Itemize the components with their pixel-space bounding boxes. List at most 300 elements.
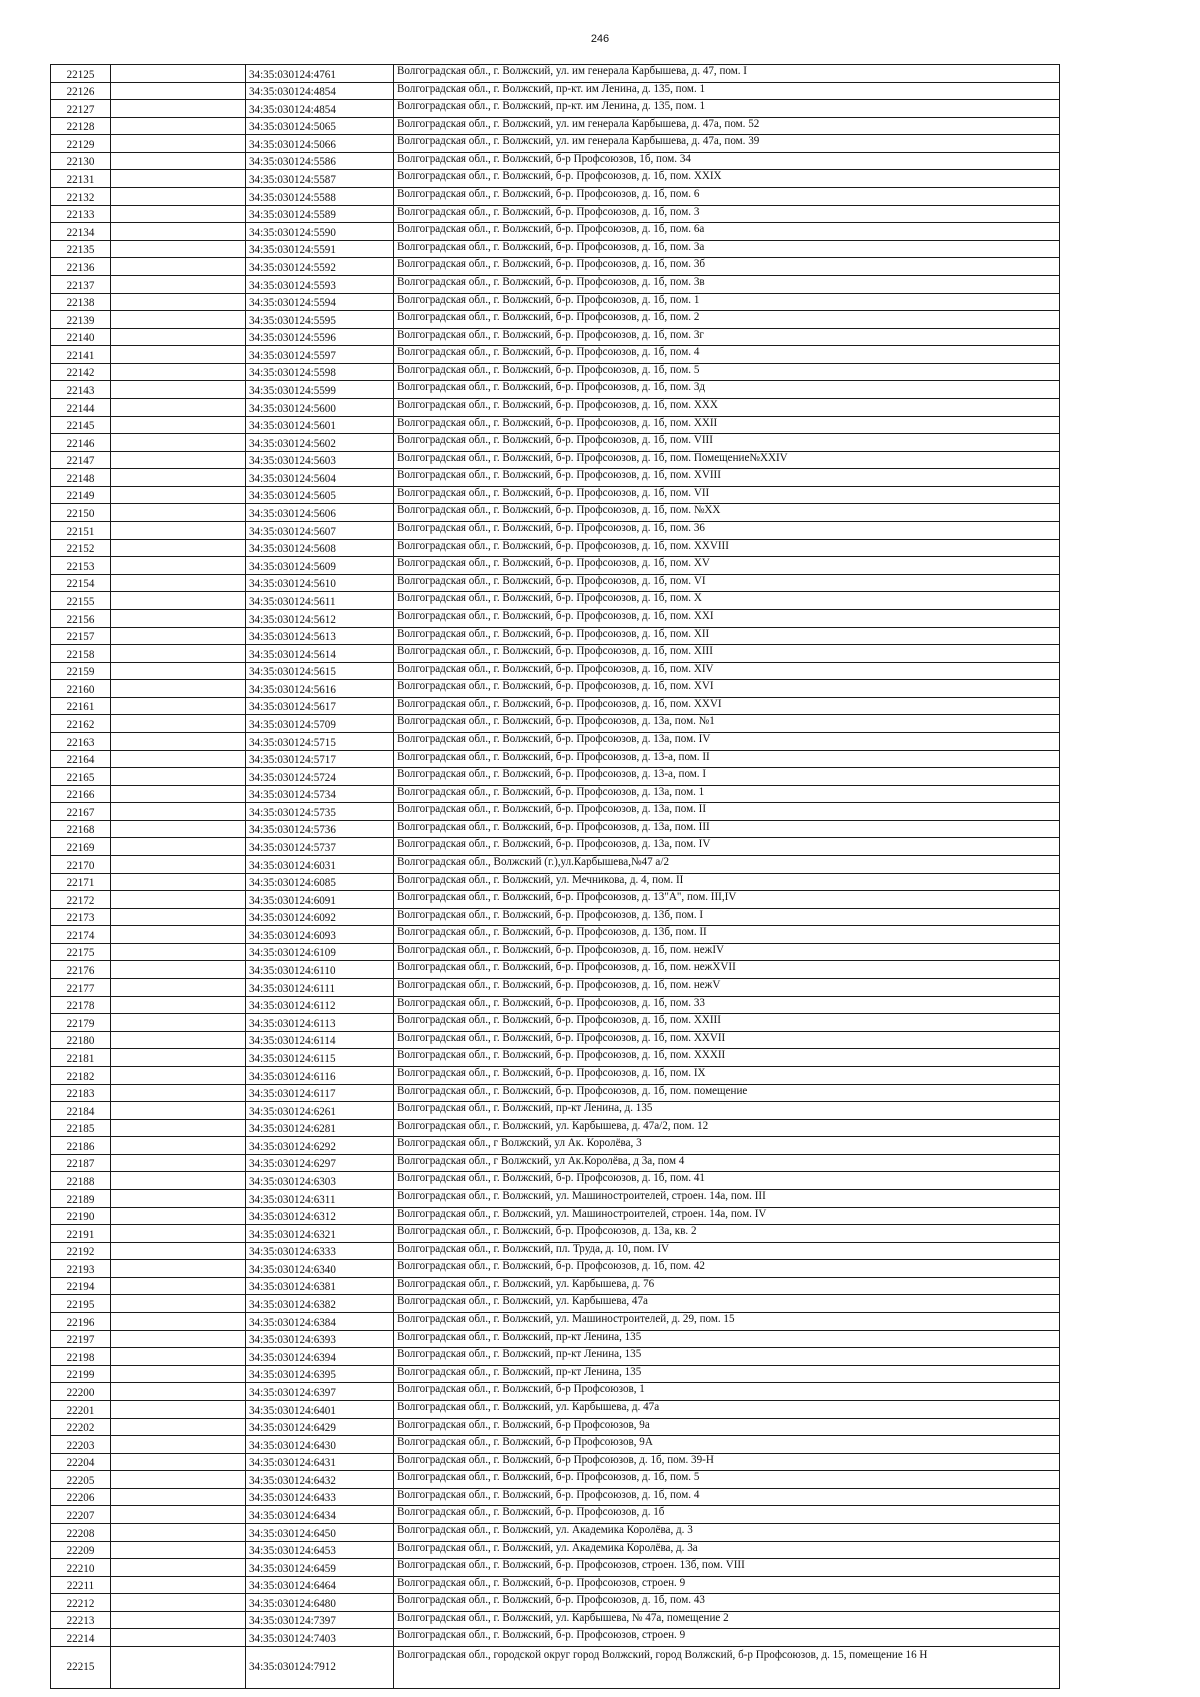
table-row	[51, 1506, 1060, 1524]
address: Волгоградская обл., г. Волжский, б-р Профсоюзов, д. 1б, пом. 39-Н	[394, 1453, 1060, 1471]
row-number: 22132	[51, 188, 111, 206]
table-row	[51, 170, 1060, 188]
empty-cell	[111, 416, 246, 434]
address: Волгоградская обл., г. Волжский, б-р. Профсоюзов, д. 1б, пом. XXVI	[394, 697, 1060, 715]
table-row	[51, 908, 1060, 926]
cadastral-number: 34:35:030124:5609	[246, 557, 394, 575]
row-number: 22183	[51, 1084, 111, 1102]
row-number: 22158	[51, 645, 111, 663]
address: Волгоградская обл., г. Волжский, б-р. Профсоюзов, д. 13а, пом. IV	[394, 838, 1060, 856]
empty-cell	[111, 170, 246, 188]
empty-cell	[111, 1488, 246, 1506]
table-row	[51, 346, 1060, 364]
table-row	[51, 1242, 1060, 1260]
table-row	[51, 1014, 1060, 1032]
cadastral-number: 34:35:030124:5608	[246, 539, 394, 557]
empty-cell	[111, 1348, 246, 1366]
address: Волгоградская обл., г. Волжский, б-р. Профсоюзов, д. 13"А", пом. III,IV	[394, 891, 1060, 909]
table-row	[51, 609, 1060, 627]
address: Волгоградская обл., г. Волжский, б-р. Профсоюзов, д. 1б, пом. XXIX	[394, 170, 1060, 188]
address: Волгоградская обл., г. Волжский, б-р. Профсоюзов, д. 1б, пом. XXVII	[394, 1031, 1060, 1049]
cadastral-number: 34:35:030124:6110	[246, 961, 394, 979]
cadastral-number: 34:35:030124:7397	[246, 1611, 394, 1629]
address: Волгоградская обл., г. Волжский, б-р. Профсоюзов, д. 1б, пом. XV	[394, 557, 1060, 575]
empty-cell	[111, 1102, 246, 1120]
cadastral-number: 34:35:030124:6340	[246, 1260, 394, 1278]
row-number: 22166	[51, 785, 111, 803]
row-number: 22147	[51, 451, 111, 469]
row-number: 22128	[51, 117, 111, 135]
empty-cell	[111, 346, 246, 364]
cadastral-number: 34:35:030124:6297	[246, 1154, 394, 1172]
empty-cell	[111, 1031, 246, 1049]
cadastral-number: 34:35:030124:6115	[246, 1049, 394, 1067]
row-number: 22133	[51, 205, 111, 223]
empty-cell	[111, 293, 246, 311]
row-number: 22159	[51, 662, 111, 680]
empty-cell	[111, 100, 246, 118]
address: Волгоградская обл., г. Волжский, б-р. Профсоюзов, д. 13-а, пом. II	[394, 750, 1060, 768]
empty-cell	[111, 996, 246, 1014]
cadastral-number: 34:35:030124:5614	[246, 645, 394, 663]
row-number: 22182	[51, 1066, 111, 1084]
empty-cell	[111, 539, 246, 557]
row-number: 22156	[51, 609, 111, 627]
row-number: 22202	[51, 1418, 111, 1436]
row-number: 22142	[51, 363, 111, 381]
empty-cell	[111, 1400, 246, 1418]
empty-cell	[111, 592, 246, 610]
empty-cell	[111, 645, 246, 663]
table-row	[51, 258, 1060, 276]
address: Волгоградская обл., г. Волжский, б-р. Профсоюзов, д. 13а, кв. 2	[394, 1225, 1060, 1243]
address: Волгоградская обл., г. Волжский, ул. Карбышева, д. 76	[394, 1277, 1060, 1295]
cadastral-number: 34:35:030124:6430	[246, 1436, 394, 1454]
address: Волгоградская обл., г. Волжский, пр-кт Ленина, 135	[394, 1348, 1060, 1366]
address: Волгоградская обл., г. Волжский, б-р. Профсоюзов, д. 1б, пом. 3б	[394, 258, 1060, 276]
address: Волгоградская обл., городской округ город Волжский, город Волжский, б-р Профсоюзов, д. 15, помещение 16 Н	[394, 1647, 1060, 1689]
address: Волгоградская обл., г. Волжский, ул. Академика Королёва, д. 3а	[394, 1541, 1060, 1559]
cadastral-number: 34:35:030124:5604	[246, 469, 394, 487]
empty-cell	[111, 117, 246, 135]
cadastral-number: 34:35:030124:5588	[246, 188, 394, 206]
address: Волгоградская обл., г. Волжский, б-р. Профсоюзов, д. 1б, пом. 5	[394, 1471, 1060, 1489]
address: Волгоградская обл., г. Волжский, б-р. Профсоюзов, д. 13б, пом. I	[394, 908, 1060, 926]
empty-cell	[111, 1207, 246, 1225]
row-number: 22137	[51, 275, 111, 293]
table-row	[51, 1471, 1060, 1489]
address: Волгоградская обл., г. Волжский, б-р. Профсоюзов, д. 1б, пом. XXIII	[394, 1014, 1060, 1032]
empty-cell	[111, 732, 246, 750]
table-row	[51, 557, 1060, 575]
table-row	[51, 398, 1060, 416]
table-row	[51, 1576, 1060, 1594]
address: Волгоградская обл., г. Волжский, ул. Мечникова, д. 4, пом. II	[394, 873, 1060, 891]
row-number: 22181	[51, 1049, 111, 1067]
row-number: 22187	[51, 1154, 111, 1172]
table-row	[51, 838, 1060, 856]
row-number: 22215	[51, 1647, 111, 1689]
table-row	[51, 1647, 1060, 1689]
row-number: 22212	[51, 1594, 111, 1612]
row-number: 22172	[51, 891, 111, 909]
row-number: 22162	[51, 715, 111, 733]
empty-cell	[111, 803, 246, 821]
table-row	[51, 697, 1060, 715]
empty-cell	[111, 135, 246, 153]
table-row	[51, 539, 1060, 557]
table-row	[51, 1084, 1060, 1102]
empty-cell	[111, 662, 246, 680]
table-row	[51, 1119, 1060, 1137]
address: Волгоградская обл., г. Волжский, б-р. Профсоюзов, д. 1б, пом. 33	[394, 996, 1060, 1014]
cadastral-number: 34:35:030124:5598	[246, 363, 394, 381]
row-number: 22191	[51, 1225, 111, 1243]
table-row	[51, 856, 1060, 874]
cadastral-number: 34:35:030124:6453	[246, 1541, 394, 1559]
table-row	[51, 768, 1060, 786]
row-number: 22175	[51, 943, 111, 961]
row-number: 22130	[51, 152, 111, 170]
empty-cell	[111, 891, 246, 909]
empty-cell	[111, 486, 246, 504]
table-row	[51, 152, 1060, 170]
row-number: 22146	[51, 434, 111, 452]
cadastral-number: 34:35:030124:6450	[246, 1523, 394, 1541]
empty-cell	[111, 1471, 246, 1489]
row-number: 22198	[51, 1348, 111, 1366]
empty-cell	[111, 504, 246, 522]
empty-cell	[111, 1260, 246, 1278]
cadastral-number: 34:35:030124:5590	[246, 223, 394, 241]
empty-cell	[111, 1084, 246, 1102]
row-number: 22164	[51, 750, 111, 768]
table-row	[51, 1383, 1060, 1401]
table-row	[51, 943, 1060, 961]
row-number: 22129	[51, 135, 111, 153]
row-number: 22165	[51, 768, 111, 786]
table-row	[51, 873, 1060, 891]
cadastral-number: 34:35:030124:4854	[246, 82, 394, 100]
address: Волгоградская обл., г. Волжский, б-р. Профсоюзов, д. 1б, пом. нежXVII	[394, 961, 1060, 979]
row-number: 22185	[51, 1119, 111, 1137]
row-number: 22171	[51, 873, 111, 891]
empty-cell	[111, 381, 246, 399]
address: Волгоградская обл., г. Волжский, б-р. Профсоюзов, д. 1б, пом. XXI	[394, 609, 1060, 627]
row-number: 22153	[51, 557, 111, 575]
row-number: 22151	[51, 522, 111, 540]
address: Волгоградская обл., г. Волжский, б-р. Профсоюзов, д. 1б, пом. 1	[394, 293, 1060, 311]
empty-cell	[111, 275, 246, 293]
empty-cell	[111, 1436, 246, 1454]
empty-cell	[111, 926, 246, 944]
address: Волгоградская обл., г. Волжский, б-р. Профсоюзов, д. 1б, пом. №XX	[394, 504, 1060, 522]
table-row	[51, 662, 1060, 680]
empty-cell	[111, 838, 246, 856]
empty-cell	[111, 574, 246, 592]
empty-cell	[111, 697, 246, 715]
table-row	[51, 979, 1060, 997]
row-number: 22209	[51, 1541, 111, 1559]
row-number: 22189	[51, 1190, 111, 1208]
address: Волгоградская обл., г. Волжский, б-р. Профсоюзов, д. 1б, пом. 41	[394, 1172, 1060, 1190]
address: Волгоградская обл., г. Волжский, б-р. Профсоюзов, д. 1б, пом. помещение	[394, 1084, 1060, 1102]
empty-cell	[111, 1418, 246, 1436]
cadastral-number: 34:35:030124:6397	[246, 1383, 394, 1401]
address: Волгоградская обл., г. Волжский, б-р. Профсоюзов, д. 1б, пом. 4	[394, 1488, 1060, 1506]
cadastral-number: 34:35:030124:6393	[246, 1330, 394, 1348]
address: Волгоградская обл., г. Волжский, ул. Карбышева, 47а	[394, 1295, 1060, 1313]
cadastral-number: 34:35:030124:5587	[246, 170, 394, 188]
empty-cell	[111, 469, 246, 487]
row-number: 22140	[51, 328, 111, 346]
address: Волгоградская обл., г. Волжский, б-р. Профсоюзов, д. 1б, пом. 3д	[394, 381, 1060, 399]
row-number: 22149	[51, 486, 111, 504]
empty-cell	[111, 1225, 246, 1243]
row-number: 22204	[51, 1453, 111, 1471]
empty-cell	[111, 1330, 246, 1348]
empty-cell	[111, 856, 246, 874]
empty-cell	[111, 943, 246, 961]
empty-cell	[111, 627, 246, 645]
row-number: 22145	[51, 416, 111, 434]
cadastral-number: 34:35:030124:6384	[246, 1313, 394, 1331]
row-number: 22163	[51, 732, 111, 750]
table-row	[51, 486, 1060, 504]
table-row	[51, 1207, 1060, 1225]
row-number: 22152	[51, 539, 111, 557]
table-row	[51, 416, 1060, 434]
cadastral-number: 34:35:030124:6382	[246, 1295, 394, 1313]
cadastral-number: 34:35:030124:5616	[246, 680, 394, 698]
table-row	[51, 592, 1060, 610]
cadastral-number: 34:35:030124:6312	[246, 1207, 394, 1225]
empty-cell	[111, 1629, 246, 1647]
table-row	[51, 1102, 1060, 1120]
row-number: 22193	[51, 1260, 111, 1278]
address: Волгоградская обл., г. Волжский, б-р Профсоюзов, 9а	[394, 1418, 1060, 1436]
cadastral-number: 34:35:030124:5586	[246, 152, 394, 170]
empty-cell	[111, 873, 246, 891]
cadastral-number: 34:35:030124:6092	[246, 908, 394, 926]
cadastral-number: 34:35:030124:5715	[246, 732, 394, 750]
row-number: 22199	[51, 1365, 111, 1383]
row-number: 22211	[51, 1576, 111, 1594]
empty-cell	[111, 1365, 246, 1383]
empty-cell	[111, 750, 246, 768]
address: Волгоградская обл., г. Волжский, б-р. Профсоюзов, д. 13а, пом. 1	[394, 785, 1060, 803]
table-row	[51, 1453, 1060, 1471]
cadastral-number: 34:35:030124:5724	[246, 768, 394, 786]
empty-cell	[111, 1295, 246, 1313]
table-row	[51, 363, 1060, 381]
table-row	[51, 1172, 1060, 1190]
row-number: 22155	[51, 592, 111, 610]
table-row	[51, 82, 1060, 100]
cadastral-number: 34:35:030124:5613	[246, 627, 394, 645]
cadastral-number: 34:35:030124:6117	[246, 1084, 394, 1102]
row-number: 22200	[51, 1383, 111, 1401]
cadastral-number: 34:35:030124:4761	[246, 65, 394, 83]
cadastral-number: 34:35:030124:6261	[246, 1102, 394, 1120]
address: Волгоградская обл., г. Волжский, ул. им генерала Карбышева, д. 47, пом. I	[394, 65, 1060, 83]
row-number: 22188	[51, 1172, 111, 1190]
address: Волгоградская обл., г. Волжский, б-р. Профсоюзов, д. 1б, пом. 42	[394, 1260, 1060, 1278]
cadastral-number: 34:35:030124:5607	[246, 522, 394, 540]
empty-cell	[111, 363, 246, 381]
table-row	[51, 1295, 1060, 1313]
table-row	[51, 469, 1060, 487]
address: Волгоградская обл., г. Волжский, б-р. Профсоюзов, д. 13а, пом. III	[394, 820, 1060, 838]
empty-cell	[111, 1541, 246, 1559]
row-number: 22138	[51, 293, 111, 311]
table-row	[51, 434, 1060, 452]
table-row	[51, 1066, 1060, 1084]
table-row	[51, 293, 1060, 311]
row-number: 22173	[51, 908, 111, 926]
cadastral-number: 34:35:030124:5592	[246, 258, 394, 276]
table-row	[51, 715, 1060, 733]
table-row	[51, 1611, 1060, 1629]
address: Волгоградская обл., г. Волжский, пр-кт. им Ленина, д. 135, пом. 1	[394, 100, 1060, 118]
cadastral-number: 34:35:030124:7912	[246, 1647, 394, 1689]
cadastral-number: 34:35:030124:5611	[246, 592, 394, 610]
table-row	[51, 328, 1060, 346]
cadastral-number: 34:35:030124:5737	[246, 838, 394, 856]
row-number: 22177	[51, 979, 111, 997]
cadastral-number: 34:35:030124:5709	[246, 715, 394, 733]
cadastral-number: 34:35:030124:6114	[246, 1031, 394, 1049]
table-row	[51, 820, 1060, 838]
cadastral-number: 34:35:030124:6311	[246, 1190, 394, 1208]
table-row	[51, 522, 1060, 540]
empty-cell	[111, 398, 246, 416]
cadastral-number: 34:35:030124:5603	[246, 451, 394, 469]
table-row	[51, 1330, 1060, 1348]
cadastral-number: 34:35:030124:6085	[246, 873, 394, 891]
address: Волгоградская обл., г. Волжский, ул. Машиностроителей, строен. 14а, пом. IV	[394, 1207, 1060, 1225]
address: Волгоградская обл., г. Волжский, пр-кт Ленина, д. 135	[394, 1102, 1060, 1120]
cadastral-number: 34:35:030124:6433	[246, 1488, 394, 1506]
empty-cell	[111, 152, 246, 170]
empty-cell	[111, 715, 246, 733]
empty-cell	[111, 1242, 246, 1260]
table-row	[51, 205, 1060, 223]
cadastral-number: 34:35:030124:6091	[246, 891, 394, 909]
empty-cell	[111, 1594, 246, 1612]
row-number: 22184	[51, 1102, 111, 1120]
row-number: 22167	[51, 803, 111, 821]
table-row	[51, 240, 1060, 258]
empty-cell	[111, 82, 246, 100]
cadastral-number: 34:35:030124:5736	[246, 820, 394, 838]
row-number: 22190	[51, 1207, 111, 1225]
table-row	[51, 1137, 1060, 1155]
address: Волгоградская обл., г. Волжский, б-р. Профсоюзов, д. 1б, пом. 3	[394, 205, 1060, 223]
address: Волгоградская обл., г. Волжский, б-р. Профсоюзов, д. 1б, пом. нежV	[394, 979, 1060, 997]
empty-cell	[111, 1506, 246, 1524]
cadastral-number: 34:35:030124:5605	[246, 486, 394, 504]
empty-cell	[111, 258, 246, 276]
row-number: 22197	[51, 1330, 111, 1348]
address: Волгоградская обл., г Волжский, ул Ак.Королёва, д 3а, пом 4	[394, 1154, 1060, 1172]
empty-cell	[111, 785, 246, 803]
row-number: 22179	[51, 1014, 111, 1032]
cadastral-number: 34:35:030124:6381	[246, 1277, 394, 1295]
row-number: 22207	[51, 1506, 111, 1524]
table-row	[51, 1418, 1060, 1436]
empty-cell	[111, 1172, 246, 1190]
address: Волгоградская обл., г. Волжский, ул. Карбышева, д. 47а	[394, 1400, 1060, 1418]
address: Волгоградская обл., г. Волжский, б-р. Профсоюзов, д. 13а, пом. IV	[394, 732, 1060, 750]
row-number: 22206	[51, 1488, 111, 1506]
row-number: 22186	[51, 1137, 111, 1155]
address: Волгоградская обл., г. Волжский, б-р. Профсоюзов, д. 13а, пом. №1	[394, 715, 1060, 733]
table-row	[51, 311, 1060, 329]
cadastral-number: 34:35:030124:5601	[246, 416, 394, 434]
address: Волгоградская обл., г. Волжский, б-р. Профсоюзов, д. 1б, пом. 6	[394, 188, 1060, 206]
row-number: 22178	[51, 996, 111, 1014]
address: Волгоградская обл., г. Волжский, б-р. Профсоюзов, д. 1б, пом. 3г	[394, 328, 1060, 346]
address: Волгоградская обл., г. Волжский, пр-кт Ленина, 135	[394, 1365, 1060, 1383]
table-row	[51, 1436, 1060, 1454]
empty-cell	[111, 1277, 246, 1295]
cadastral-number: 34:35:030124:6112	[246, 996, 394, 1014]
table-row	[51, 1260, 1060, 1278]
cadastral-number: 34:35:030124:6303	[246, 1172, 394, 1190]
address: Волгоградская обл., г. Волжский, б-р. Профсоюзов, д. 1б, пом. Помещение№XXIV	[394, 451, 1060, 469]
cadastral-number: 34:35:030124:5735	[246, 803, 394, 821]
address: Волгоградская обл., г. Волжский, пл. Труда, д. 10, пом. IV	[394, 1242, 1060, 1260]
address: Волгоградская обл., г. Волжский, б-р. Профсоюзов, д. 1б, пом. XII	[394, 627, 1060, 645]
row-number: 22161	[51, 697, 111, 715]
empty-cell	[111, 205, 246, 223]
empty-cell	[111, 1190, 246, 1208]
row-number: 22205	[51, 1471, 111, 1489]
empty-cell	[111, 557, 246, 575]
cadastral-number: 34:35:030124:6459	[246, 1559, 394, 1577]
empty-cell	[111, 1383, 246, 1401]
row-number: 22168	[51, 820, 111, 838]
cadastral-number: 34:35:030124:5589	[246, 205, 394, 223]
table-row	[51, 1488, 1060, 1506]
row-number: 22213	[51, 1611, 111, 1629]
address: Волгоградская обл., г. Волжский, б-р. Профсоюзов, д. 1б, пом. 6а	[394, 223, 1060, 241]
row-number: 22195	[51, 1295, 111, 1313]
empty-cell	[111, 240, 246, 258]
empty-cell	[111, 1559, 246, 1577]
address: Волгоградская обл., г. Волжский, б-р. Профсоюзов, д. 1б, пом. XIV	[394, 662, 1060, 680]
row-number: 22196	[51, 1313, 111, 1331]
table-row	[51, 891, 1060, 909]
empty-cell	[111, 979, 246, 997]
table-row	[51, 1559, 1060, 1577]
row-number: 22214	[51, 1629, 111, 1647]
table-row	[51, 188, 1060, 206]
address: Волгоградская обл., г. Волжский, б-р. Профсоюзов, строен. 13б, пом. VIII	[394, 1559, 1060, 1577]
cadastral-number: 34:35:030124:5734	[246, 785, 394, 803]
empty-cell	[111, 1453, 246, 1471]
address: Волгоградская обл., г. Волжский, б-р. Профсоюзов, д. 1б, пом. 43	[394, 1594, 1060, 1612]
row-number: 22208	[51, 1523, 111, 1541]
cadastral-number: 34:35:030124:5610	[246, 574, 394, 592]
table-row	[51, 504, 1060, 522]
table-row	[51, 451, 1060, 469]
registry-body	[51, 65, 1060, 1689]
cadastral-number: 34:35:030124:4854	[246, 100, 394, 118]
table-row	[51, 275, 1060, 293]
table-row	[51, 1225, 1060, 1243]
